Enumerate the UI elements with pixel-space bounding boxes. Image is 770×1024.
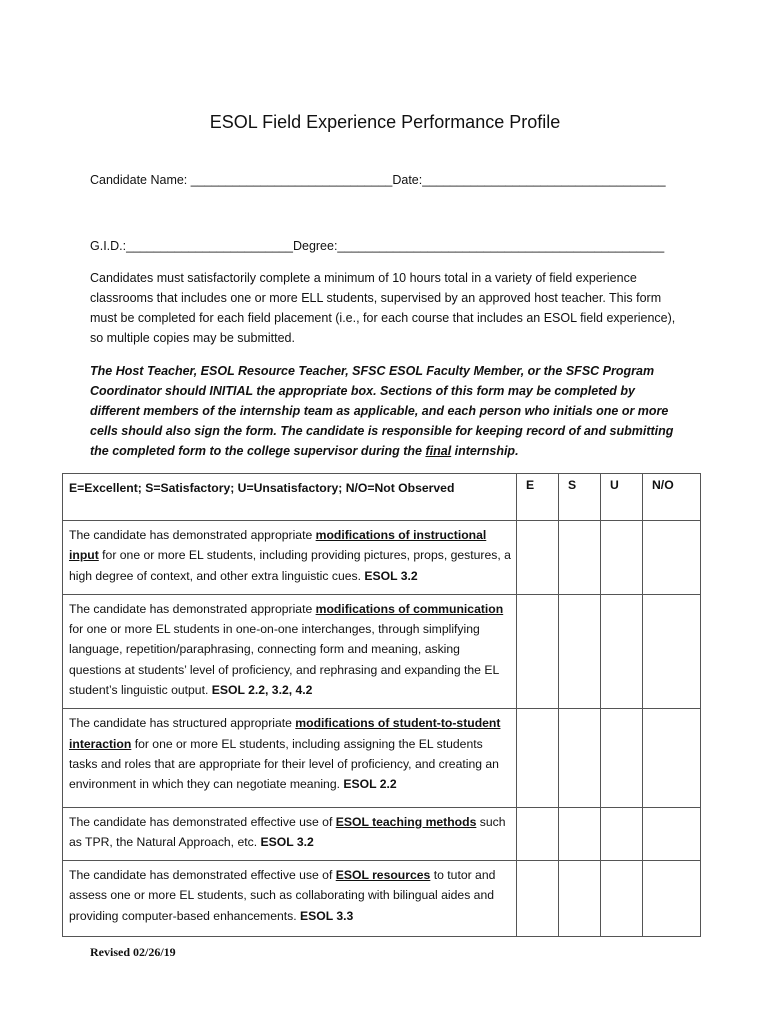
initial-cell-s[interactable] [559, 594, 601, 708]
initial-cell-no[interactable] [643, 521, 701, 595]
col-header-s: S [559, 474, 601, 521]
initial-instructions-text [90, 361, 680, 461]
criterion-text: such as TPR, the Natural Approach, etc. [69, 814, 506, 849]
table-row [63, 807, 701, 861]
revision-date: Revised 02/26/19 [90, 945, 176, 959]
criterion-text: for one or more EL students, including providing pictures, props, gestures, a high degree of context, and other extra linguistic cues. [69, 548, 511, 583]
initial-cell-no[interactable] [643, 807, 701, 861]
initial-cell-u[interactable] [601, 594, 643, 708]
initial-instructions-part-a: The Host Teacher, ESOL Resource Teacher, SFSC ESOL Faculty Member, or the SFSC Program Coordinator should INITIAL the appropriate box. Sections of this form may be completed by different members of the internship team as applicable, and each person who initials one or more cells should also sign the form. The candidate is responsible for keeping record of and submitting the completed form to the college supervisor during the [90, 364, 674, 458]
criterion-key-term: modifications of student-to-student interaction [69, 716, 501, 751]
criterion-text: for one or more EL students, including assigning the EL students tasks and roles that are appropriate for their level of proficiency, and creating an environment in which they can negotiate meaning. [69, 736, 499, 792]
criterion-text: for one or more EL students in one-on-one interchanges, through simplifying language, repetition/paraphrasing, connecting form and meaning, asking questions at students’ level of proficiency, and rephrasing and expanding the EL student’s linguistic output. [69, 622, 499, 698]
criterion-resources [63, 861, 517, 937]
criterion-key-term: ESOL teaching methods [335, 814, 477, 829]
col-header-no: N/O [643, 474, 701, 521]
table-header-row [63, 474, 701, 521]
initial-instructions-part-b: internship. [451, 444, 519, 458]
criterion-key-term: modifications of communication [315, 601, 504, 616]
criterion-text: to tutor and assess one or more EL students, such as collaborating with bilingual aides and providing computer-based enhancements. [69, 868, 496, 923]
initial-instructions-paragraph [90, 361, 680, 461]
criterion-communication [63, 594, 517, 708]
rating-table [62, 473, 701, 937]
table-row [63, 521, 701, 595]
criterion-standard: ESOL 2.2, 3.2, 4.2 [211, 683, 313, 698]
criterion-standard: ESOL 3.2 [260, 834, 314, 849]
table-row [63, 861, 701, 937]
initial-cell-u[interactable] [601, 807, 643, 861]
criterion-text: The candidate has demonstrated effective use of [69, 868, 336, 883]
initial-cell-u[interactable] [601, 521, 643, 595]
criterion-text: The candidate has structured appropriate [69, 716, 296, 731]
criterion-text: The candidate has demonstrated effective use of [69, 814, 336, 829]
instructions-paragraph [90, 268, 680, 348]
col-header-u: U [601, 474, 643, 521]
criterion-standard: ESOL 2.2 [343, 777, 397, 792]
criterion-text: The candidate has demonstrated appropriate [69, 528, 316, 542]
page-title: ESOL Field Experience Performance Profile [209, 112, 561, 132]
rating-legend: E=Excellent; S=Satisfactory; U=Unsatisfactory; N/O=Not Observed [63, 474, 517, 521]
initial-cell-s[interactable] [559, 709, 601, 807]
instructions-text: Candidates must satisfactorily complete a minimum of 10 hours total in a variety of field experience classrooms that includes one or more ELL students, supervised by an approved host teacher. This form must be completed for each field placement (i.e., for each course that includes an ESOL field experience), so multiple copies may be submitted. [90, 271, 676, 345]
table-row [63, 594, 701, 708]
criterion-teaching-methods [63, 807, 517, 861]
candidate-name-date-line[interactable]: Candidate Name: _____________________________Date:___________________________________ [90, 173, 666, 187]
initial-cell-u[interactable] [601, 709, 643, 807]
criterion-student-interaction [63, 709, 517, 807]
initial-cell-e[interactable] [517, 709, 559, 807]
initial-cell-s[interactable] [559, 861, 601, 937]
initial-cell-s[interactable] [559, 807, 601, 861]
initial-cell-no[interactable] [643, 709, 701, 807]
criterion-instructional-input [63, 521, 517, 595]
criterion-text: The candidate has demonstrated appropriate [69, 601, 316, 616]
col-header-e: E [517, 474, 559, 521]
initial-cell-s[interactable] [559, 521, 601, 595]
initial-cell-no[interactable] [643, 594, 701, 708]
criterion-key-term: ESOL resources [335, 868, 431, 883]
initial-cell-e[interactable] [517, 521, 559, 595]
initial-cell-e[interactable] [517, 807, 559, 861]
initial-cell-u[interactable] [601, 861, 643, 937]
criterion-key-term: modifications of instructional input [69, 528, 487, 563]
criterion-standard: ESOL 3.2 [364, 568, 418, 583]
criterion-standard: ESOL 3.3 [300, 908, 354, 923]
initial-cell-e[interactable] [517, 861, 559, 937]
table-row [63, 709, 701, 807]
initial-cell-no[interactable] [643, 861, 701, 937]
final-emphasis: final [425, 444, 452, 458]
initial-cell-e[interactable] [517, 594, 559, 708]
gid-degree-line[interactable]: G.I.D.:________________________Degree:_______________________________________________ [90, 239, 665, 253]
